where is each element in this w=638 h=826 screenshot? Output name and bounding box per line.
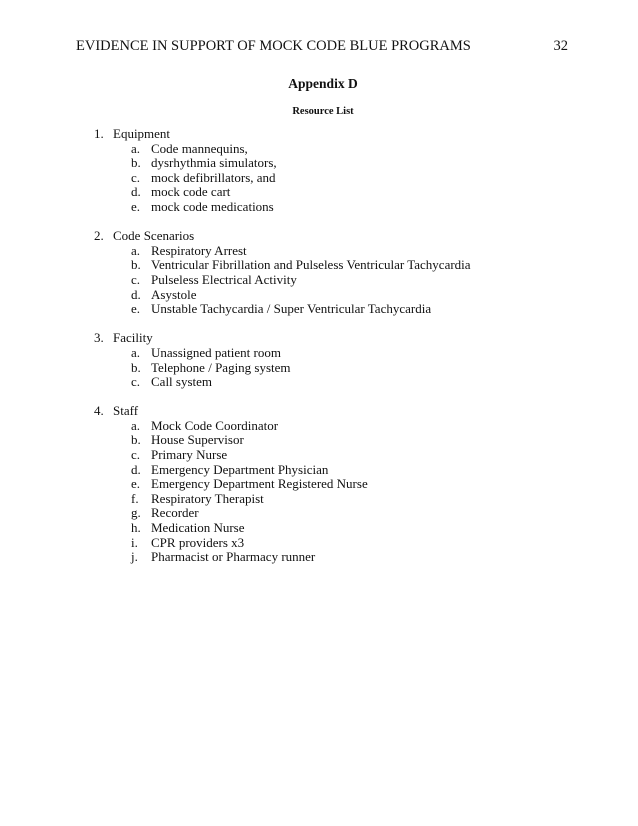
item-text: House Supervisor: [151, 432, 244, 448]
section-number: 3.: [94, 330, 104, 346]
item-text: mock code cart: [151, 184, 231, 200]
list-item: [94, 302, 614, 317]
item-text: CPR providers x3: [151, 534, 245, 550]
list-item: [94, 346, 614, 361]
item-text: Emergency Department Registered Nurse: [151, 476, 368, 492]
item-text: Recorder: [151, 505, 199, 521]
list-item: [94, 273, 614, 288]
item-text: mock defibrillators, and: [151, 169, 276, 185]
resource-list: [94, 127, 614, 579]
item-letter: e.: [131, 476, 141, 492]
item-letter: b.: [131, 257, 141, 273]
section-heading: [94, 229, 614, 244]
section-label: Staff: [113, 403, 139, 419]
item-text: Pharmacist or Pharmacy runner: [151, 549, 316, 565]
item-letter: e.: [131, 198, 141, 214]
running-head: [76, 37, 568, 55]
section-label: Code Scenarios: [113, 228, 195, 244]
item-letter: a.: [131, 242, 141, 258]
item-letter: j.: [131, 549, 138, 565]
item-letter: c.: [131, 271, 141, 287]
list-item: [94, 200, 614, 215]
list-item: [94, 375, 614, 390]
item-letter: e.: [131, 301, 141, 317]
section-number: 2.: [94, 228, 104, 244]
list-item: [94, 506, 614, 521]
section-equipment: [94, 127, 614, 215]
section-number: 4.: [94, 403, 104, 419]
item-text: dysrhythmia simulators,: [151, 155, 277, 171]
section-heading: [94, 404, 614, 419]
item-letter: c.: [131, 447, 141, 463]
section-heading: [94, 331, 614, 346]
list-item: [94, 156, 614, 171]
item-letter: h.: [131, 520, 141, 536]
item-letter: a.: [131, 344, 141, 360]
item-text: Mock Code Coordinator: [151, 417, 279, 433]
item-text: Pulseless Electrical Activity: [151, 271, 297, 287]
list-item: [94, 244, 614, 259]
list-item: [94, 361, 614, 376]
list-item: [94, 550, 614, 565]
item-letter: b.: [131, 155, 141, 171]
section-code-scenarios: [94, 229, 614, 317]
item-text: Unassigned patient room: [151, 344, 281, 360]
item-letter: g.: [131, 505, 141, 521]
item-text: Call system: [151, 374, 213, 390]
section-heading: [94, 127, 614, 142]
item-text: Code mannequins,: [151, 140, 248, 156]
item-letter: c.: [131, 374, 141, 390]
section-label: Facility: [113, 330, 153, 346]
item-letter: f.: [131, 490, 139, 506]
list-item: [94, 419, 614, 434]
item-letter: a.: [131, 140, 141, 156]
list-item: [94, 288, 614, 303]
section-staff: [94, 404, 614, 565]
list-item: [94, 258, 614, 273]
section-number: 1.: [94, 126, 104, 141]
list-item: [94, 142, 614, 157]
list-item: [94, 185, 614, 200]
item-text: Respiratory Therapist: [151, 490, 264, 506]
list-item: [94, 521, 614, 536]
list-item: [94, 536, 614, 551]
list-item: [94, 433, 614, 448]
list-item: [94, 477, 614, 492]
section-facility: [94, 331, 614, 389]
appendix-subtitle: Resource List: [292, 106, 354, 117]
item-text: Medication Nurse: [151, 520, 245, 536]
list-item: [94, 171, 614, 186]
appendix-title: Appendix D: [288, 76, 358, 91]
item-letter: i.: [131, 534, 138, 550]
page-number: 32: [553, 38, 568, 54]
list-item: [94, 448, 614, 463]
item-text: Telephone / Paging system: [151, 359, 291, 375]
list-item: [94, 463, 614, 478]
item-letter: d.: [131, 461, 141, 477]
item-letter: a.: [131, 417, 141, 433]
item-text: Unstable Tachycardia / Super Ventricular Tachycardia: [151, 301, 432, 317]
item-text: Asystole: [151, 286, 197, 302]
item-letter: b.: [131, 359, 141, 375]
item-letter: b.: [131, 432, 141, 448]
item-letter: c.: [131, 169, 141, 185]
item-text: Primary Nurse: [151, 447, 228, 463]
list-item: [94, 492, 614, 507]
item-text: mock code medications: [151, 198, 274, 214]
section-label: Equipment: [113, 126, 171, 141]
item-text: Respiratory Arrest: [151, 242, 247, 258]
item-letter: d.: [131, 286, 141, 302]
item-text: Ventricular Fibrillation and Pulseless Ventricular Tachycardia: [151, 257, 471, 273]
running-title: EVIDENCE IN SUPPORT OF MOCK CODE BLUE PROGRAMS: [76, 38, 471, 54]
item-text: Emergency Department Physician: [151, 461, 329, 477]
item-letter: d.: [131, 184, 141, 200]
